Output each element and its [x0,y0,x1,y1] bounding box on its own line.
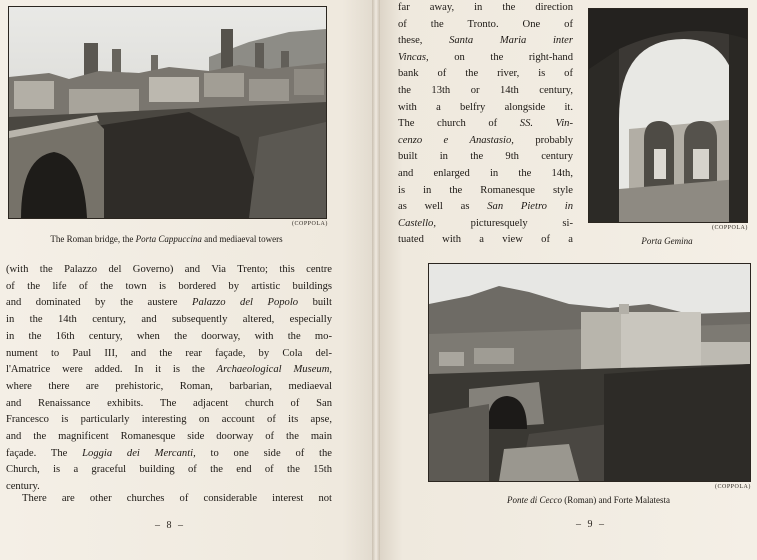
text-segment: Francesco is particularly interesting on account of its apse, [6,414,332,426]
photo-porta-gemina [588,8,748,223]
text-line [398,166,573,183]
text-segment: nument to Paul III, and the rear façade, by Cola del- [6,347,332,359]
text-segment: is in the Romanesque style [398,184,573,196]
text-line [398,33,573,50]
text-line [398,199,573,216]
photo-roman-bridge-image [9,7,326,218]
photo-credit: (COPPOLA) [715,484,751,490]
text-line [6,362,332,379]
italic-text: Loggia dei Mercanti, [82,447,196,459]
text-line [398,0,573,17]
text-line [398,100,573,117]
photo-roman-bridge [8,6,327,219]
photo-ponte-di-cecco-image [429,264,750,481]
text-line [398,83,573,100]
text-segment: tuated with a view of a [398,234,573,246]
text-segment: far away, in the direction [398,2,573,13]
text-line [6,379,332,396]
italic-text: Castello, [398,217,436,229]
book-gutter [372,0,380,560]
text-line [398,66,573,83]
text-segment: built [298,297,332,309]
photo-credit: (COPPOLA) [292,221,328,227]
right-page [380,0,757,560]
text-segment: (with the Palazzo del Governo) and Via Trento; this centre [6,264,332,275]
right-page-body-text [398,0,573,249]
text-line [398,183,573,200]
italic-text: Palazzo del Popolo [192,297,299,309]
text-segment: on the right-hand [428,51,573,63]
text-line [6,429,332,446]
text-line [6,295,332,312]
text-line [398,50,573,67]
italic-text: cenzo e Anastasio, [398,134,514,146]
text-segment: where there are prehistoric, Roman, barbarian, mediaeval [6,380,332,392]
text-segment: in the 16th century, when the doorway, with the mo- [6,330,332,342]
photo-credit: (COPPOLA) [712,225,748,231]
photo-caption [588,236,746,246]
photo-caption [428,495,749,505]
text-segment: these, [398,35,450,47]
text-segment: in the 14th century, and subsequently altered, especially [6,314,332,326]
left-page-paragraph-2 [6,491,332,508]
photo-caption [8,234,325,244]
text-line [6,312,332,329]
text-segment: and enlarged in the 14th, [398,167,573,179]
caption-italic: Porta Gemina [641,236,693,246]
text-line-content: There are other churches of considerable interest not [22,493,332,504]
text-segment: as well as [398,201,488,213]
text-line [398,216,573,233]
text-segment: and dominated by the austere [6,297,192,309]
italic-text: SS. Vin- [519,118,574,130]
text-segment: built in the 9th century [398,151,573,163]
caption-italic: Ponte di Cecco [507,495,562,505]
text-segment: and the magnificent Romanesque side doorway of the main [6,431,332,443]
caption-text: (Roman) and Forte Malatesta [562,495,670,505]
text-line [6,446,332,463]
left-page [0,0,372,560]
caption-text-end: and mediaeval towers [201,234,283,244]
text-line [6,329,332,346]
text-segment: and Renaissance exhibits. The adjacent church of San [6,397,332,409]
text-segment: probably [513,134,573,146]
italic-text: San Pietro in [487,201,573,213]
italic-text: Vincas, [398,51,429,63]
page-number: – 8 – [155,520,185,531]
photo-ponte-di-cecco [428,263,751,482]
caption-text: The Roman bridge, the [50,234,136,244]
text-line [6,279,332,296]
text-segment: Church, is a graceful building of the end of the 15th [6,464,332,476]
photo-porta-gemina-image [589,9,747,222]
text-segment: bank of the river, is of [398,68,573,80]
text-line [398,133,573,150]
text-segment: to one side of the [195,447,332,459]
text-segment: picturesquely si- [435,217,573,229]
text-segment: l'Amatrice were added. In it is the [6,364,217,376]
text-line [398,116,573,133]
text-line [6,412,332,429]
italic-text: Archaeological Museum, [216,364,333,376]
italic-text: Santa Maria inter [449,35,573,47]
text-line [6,262,332,279]
text-segment: The church of [398,118,520,130]
caption-italic: Porta Cappuccina [135,234,202,244]
text-line [398,17,573,34]
text-line [398,232,573,249]
text-segment: century. [6,481,40,493]
text-line [398,149,573,166]
text-line [6,396,332,413]
text-segment: façade. The [6,447,83,459]
text-line [6,462,332,479]
text-segment: the 13th or 14th century, [398,84,573,96]
text-segment: of the life of the town is bordered by artistic buildings [6,280,332,292]
text-segment: of the Tronto. One of [398,18,573,30]
left-page-body-text [6,262,332,496]
page-number: – 9 – [576,519,606,530]
text-segment: with a belfry alongside it. [398,101,573,113]
text-line [6,491,332,508]
text-line [6,346,332,363]
